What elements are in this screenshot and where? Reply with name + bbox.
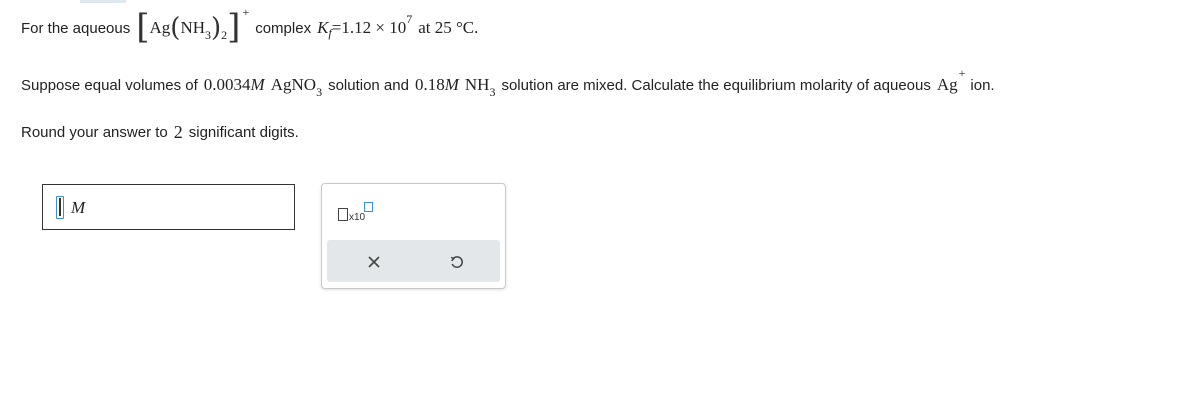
question-line-3 [21,120,299,144]
kf-symbol: K [317,18,329,37]
sig-digits: 2 [173,121,183,142]
kf-exponent: 7 [406,11,413,26]
right-bracket: ] [227,7,241,47]
solution-and-text: solution and [328,76,409,94]
suppose-text: Suppose equal volumes of [21,76,198,94]
temperature: at 25 °C. [418,18,479,37]
conc-1: 0.0034 [203,75,251,94]
complex-nh: NH [180,18,206,37]
ion-formula: Ag [936,75,958,94]
right-paren: ) [211,13,222,43]
complex-formula [136,4,250,47]
molar-unit-2: M [444,75,459,94]
base-formula: NH [464,75,490,94]
mantissa-box-icon [338,208,348,221]
sig-text: significant digits. [188,123,299,141]
round-text: Round your answer to [21,123,168,141]
molar-unit-1: M [250,75,265,94]
left-bracket: [ [136,7,150,47]
mixed-text: solution are mixed. Calculate the equilibrium molarity of aqueous [501,76,931,94]
salt-formula: AgNO [270,75,317,94]
kf-value: =1.12 × 10 [331,18,407,37]
answer-unit: M [71,198,86,217]
salt-sub: 3 [316,84,323,99]
undo-icon [449,254,465,270]
x10-label: x10 [349,212,366,223]
complex-word: complex [255,19,312,37]
kf-sub: f [328,25,332,40]
exponent-box-icon [364,202,373,212]
complex-charge: + [242,4,250,19]
base-sub: 3 [489,84,496,99]
complex-ag: Ag [149,18,171,37]
top-accent-bar [80,0,126,3]
intro-text: For the aqueous [21,19,131,37]
ion-word: ion. [970,76,995,94]
complex-count: 2 [221,27,228,42]
undo-button[interactable] [445,250,469,274]
answer-cursor-slot[interactable] [56,196,64,219]
ion-charge: + [958,65,966,80]
clear-button[interactable] [362,250,386,274]
question-line-1 [21,6,478,50]
left-paren: ( [170,13,181,43]
math-palette [321,183,506,289]
question-line-2 [21,65,995,100]
palette-action-bar [327,240,500,282]
answer-input[interactable] [42,184,295,230]
close-icon [367,255,381,269]
complex-nh-sub: 3 [205,27,212,42]
scientific-notation-button[interactable] [336,196,376,222]
conc-2: 0.18 [414,75,445,94]
